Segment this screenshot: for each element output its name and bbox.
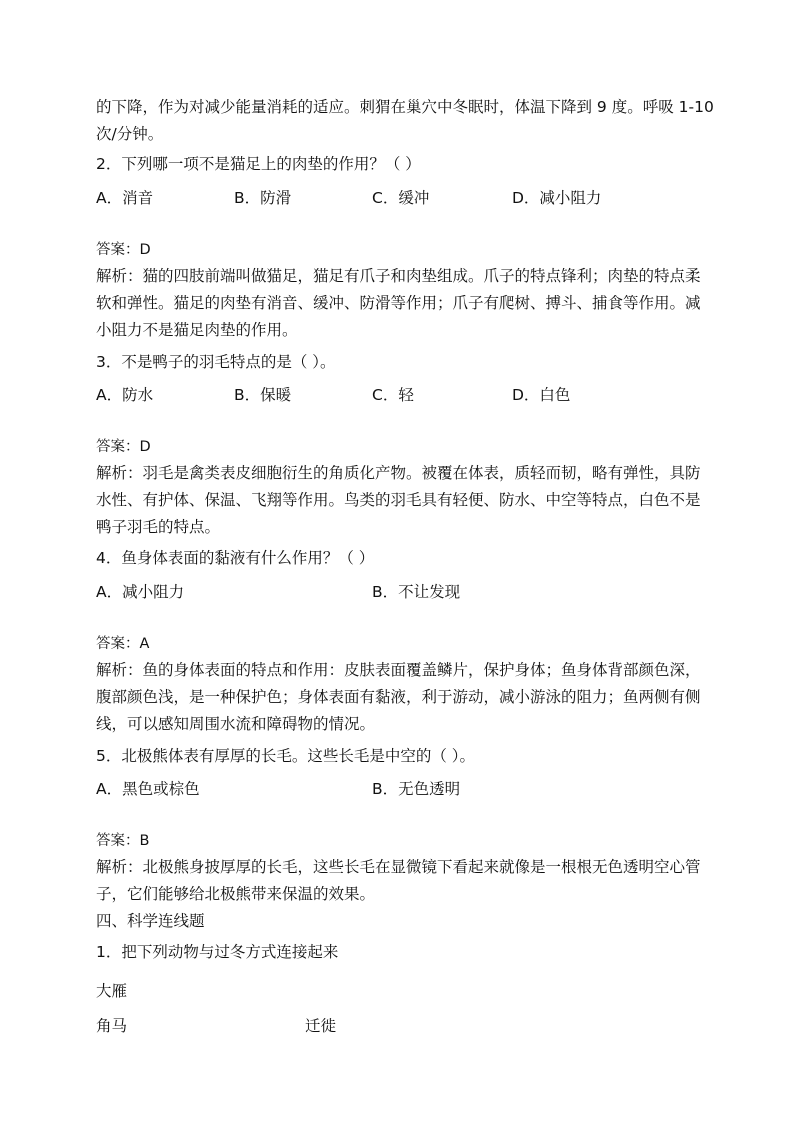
q2-option-a: A．消音 bbox=[96, 189, 154, 207]
section-heading: 四、科学连线题 bbox=[96, 912, 205, 930]
q5-analysis-1: 解析：北极熊身披厚厚的长毛，这些长毛在显微镜下看起来就像是一根根无色透明空心管 bbox=[96, 858, 701, 876]
q3-option-a: A．防水 bbox=[96, 386, 154, 404]
q3-option-b: B．保暖 bbox=[234, 386, 292, 404]
q2-option-b: B．防滑 bbox=[234, 189, 292, 207]
q4-stem: 4．鱼身体表面的黏液有什么作用？（ ） bbox=[96, 549, 375, 567]
q2-analysis-3: 小阻力不是猫足肉垫的作用。 bbox=[96, 321, 298, 339]
q2-option-d: D．减小阻力 bbox=[512, 189, 602, 207]
intro-line-1: 的下降，作为对减少能量消耗的适应。刺猬在巢穴中冬眠时，体温下降到 9 度。呼吸 1-10 bbox=[96, 98, 714, 116]
animal-dayan: 大雁 bbox=[96, 982, 128, 1000]
q2-analysis-1: 解析：猫的四肢前端叫做猫足，猫足有爪子和肉垫组成。爪子的特点锋利；肉垫的特点柔 bbox=[96, 267, 701, 285]
section4-q1-stem: 1．把下列动物与过冬方式连接起来 bbox=[96, 943, 339, 961]
q2-stem: 2．下列哪一项不是猫足上的肉垫的作用？（ ） bbox=[96, 155, 421, 173]
animal-jiaoma: 角马 bbox=[96, 1017, 128, 1035]
q5-answer: 答案：B bbox=[96, 833, 150, 849]
q2-answer: 答案：D bbox=[96, 242, 151, 258]
q3-answer: 答案：D bbox=[96, 439, 151, 455]
q4-analysis-3: 线，可以感知周围水流和障碍物的情况。 bbox=[96, 715, 376, 733]
q2-analysis-2: 软和弹性。猫足的肉垫有消音、缓冲、防滑等作用；爪子有爬树、搏斗、捕食等作用。减 bbox=[96, 294, 701, 312]
intro-line-2: 次/分钟。 bbox=[96, 125, 164, 143]
q3-option-d: D．白色 bbox=[512, 386, 571, 404]
q3-analysis-3: 鸭子羽毛的特点。 bbox=[96, 518, 221, 536]
q4-answer: 答案：A bbox=[96, 636, 150, 652]
q4-analysis-1: 解析：鱼的身体表面的特点和作用：皮肤表面覆盖鳞片，保护身体；鱼身体背部颜色深， bbox=[96, 661, 701, 679]
q5-analysis-2: 子，它们能够给北极熊带来保温的效果。 bbox=[96, 885, 376, 903]
q4-option-b: B．不让发现 bbox=[372, 583, 461, 601]
q2-option-c: C．缓冲 bbox=[372, 189, 430, 207]
method-migration: 迁徙 bbox=[305, 1017, 337, 1035]
q3-option-c: C．轻 bbox=[372, 386, 414, 404]
q4-analysis-2: 腹部颜色浅，是一种保护色；身体表面有黏液，利于游动，减小游泳的阻力；鱼两侧有侧 bbox=[96, 688, 701, 706]
q4-option-a: A．减小阻力 bbox=[96, 583, 185, 601]
q5-option-a: A．黑色或棕色 bbox=[96, 780, 200, 798]
q3-analysis-1: 解析：羽毛是禽类表皮细胞衍生的角质化产物。被覆在体表，质轻而韧，略有弹性，具防 bbox=[96, 464, 701, 482]
q5-stem: 5．北极熊体表有厚厚的长毛。这些长毛是中空的（ ）。 bbox=[96, 747, 476, 765]
q5-option-b: B．无色透明 bbox=[372, 780, 461, 798]
q3-analysis-2: 水性、有护体、保温、飞翔等作用。鸟类的羽毛具有轻便、防水、中空等特点，白色不是 bbox=[96, 491, 701, 509]
q3-stem: 3．不是鸭子的羽毛特点的是（ ）。 bbox=[96, 353, 336, 371]
